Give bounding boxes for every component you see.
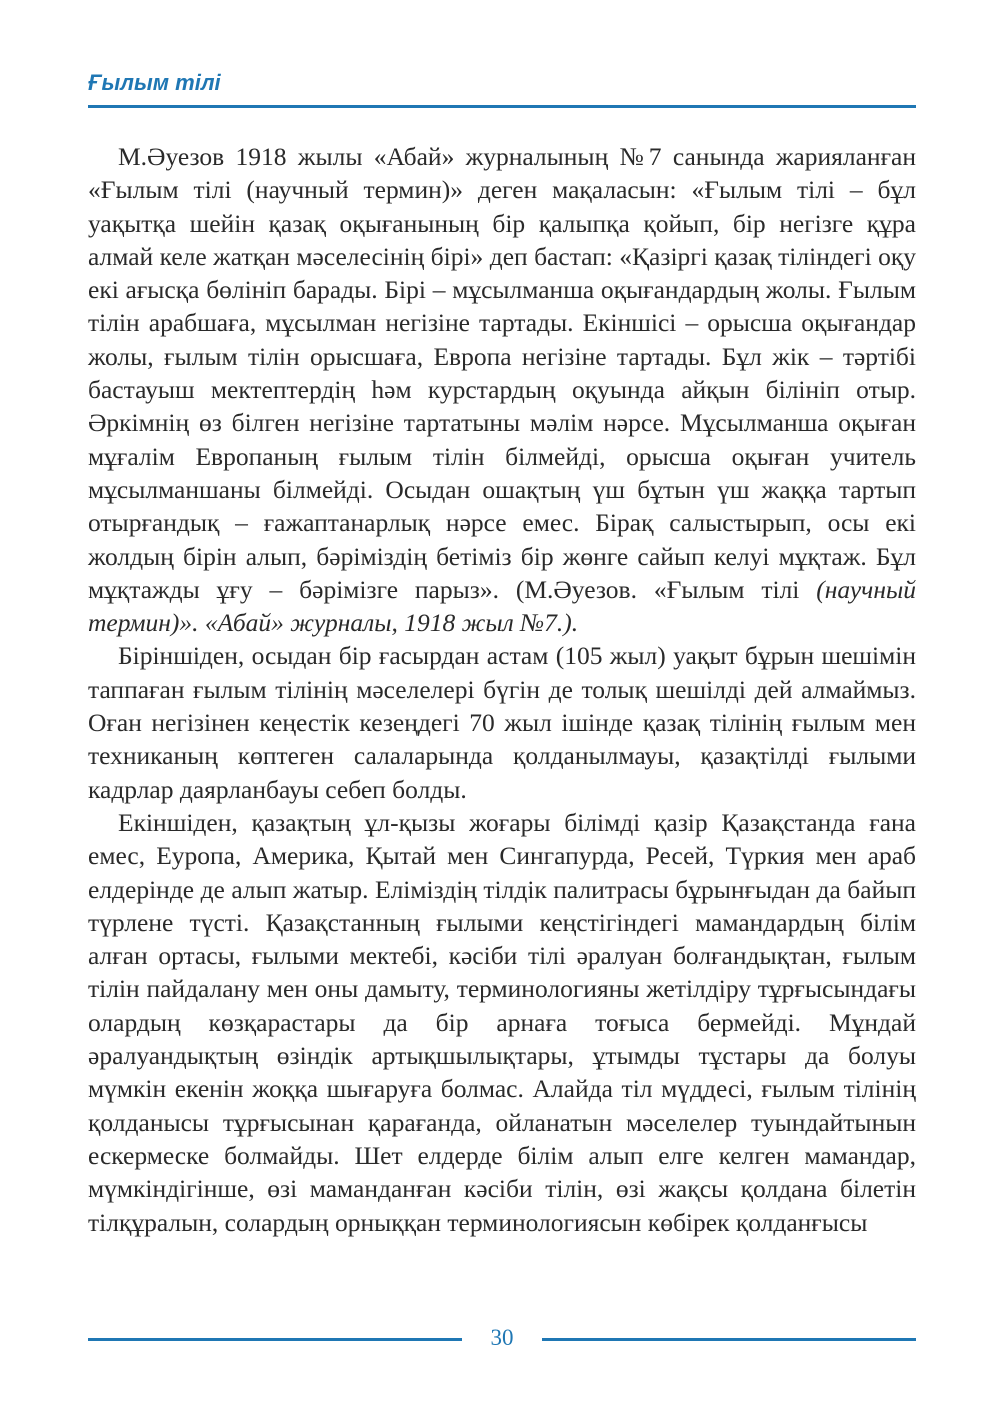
- header-rule: [88, 105, 916, 108]
- paragraph-3: Екіншіден, қазақтың ұл-қызы жоғары білімді қазір Қазақстанда ғана емес, Еуропа, Америка, Қытай мен Сингапурда, Ресей, Түркия мен араб елдерінде де алып жатыр. Еліміздің тілдік палитрасы бұрынғыдан да байып түрлене түсті. Қазақстанның ғылыми кеңстігіндегі мамандардың білім алған ортасы, ғылыми мектебі, кәсіби тілі әралуан болғандықтан, ғылым тілін пайдалану мен оны дамыту, терминологияны жетілдіру тұрғысындағы олардың көзқарастары да бір арнаға тоғыса бермейді. Мұндай әралуандықтың өзіндік артықшылықтары, ұтымды тұстары да болуы мүмкін екенін жоққа шығаруға болмас. Алайда тіл мүддесі, ғылым тілінің қолданысы тұрғысынан қарағанда, ойланатын мәселелер туындайтынын ескермеске болмайды. Шет елдерде білім алып елге келген мамандар, мүмкіндігінше, өзі маманданған кәсіби тілін, өзі жақсы қолдана білетін тілқұралын, солардың орныққан терминологиясын көбірек қолданғысы: [88, 807, 916, 1237]
- body-text: [88, 140, 916, 1239]
- citation-italic: (научный термин)». «Абай» журналы, 1918 жыл №7.).: [88, 574, 916, 638]
- page-number: 30: [490, 1325, 514, 1350]
- paragraph-1-text: М.Әуезов 1918 жылы «Абай» журналының №7 санында жарияланған «Ғылым тілі (научный термин)» деген мақаласын: «Ғылым тілі – бұл уақытқа шейін қазақ оқығанының бір қалыпқа қойып, бір негізге құра алмай келе жатқан мәселесінің бірі» деп бастап: «Қазіргі қазақ тіліндегі оқу екі ағысқа бөлініп барады. Бірі – мұсылманша оқығандардың жолы. Ғылым тілін арабшаға, мұсылман негізіне тартады. Екіншісі – орысша оқығандар жолы, ғылым тілін орысшаға, Европа негізіне тартады. Бұл жік – тәртібі бастауыш мектептердің һәм курстардың оқуында айқын білініп отыр. Әркімнің өз білген негізіне тартатыны мәлім нәрсе. Мұсылманша оқыған мұғалім Европаның ғылым тілін білмейді, орысша оқыған учитель мұсылманшаны білмейді. Осыдан ошақтың үш бұтын үш жаққа тартып отырғандық – ғажаптанарлық нәрсе емес. Бірақ салыстырып, осы екі жолдың бірін алып, бәріміздің бетіміз бір жөнге сайып келуі мұқтаж. Бұл мұқтажды ұғу – бәрімізге парыз». (М.Әуезов. «Ғылым тілі: [88, 142, 916, 604]
- paragraph-1: [88, 140, 916, 639]
- footer-rule-right: [542, 1338, 916, 1341]
- running-title: Ғылым тілі: [88, 70, 221, 95]
- paragraph-2: Біріншіден, осыдан бір ғасырдан астам (105 жыл) уақыт бұрын шешімін таппаған ғылым тілінің мәселелері бүгін де толық шешілді дей алмаймыз. Оған негізінен кеңестік кезеңдегі 70 жыл ішінде қазақ тілінің ғылым мен техниканың көптеген салаларында қолданылмауы, қазақтілді ғылыми кадрлар даярланбауы себеп болды.: [88, 641, 916, 804]
- footer-rule-left: [88, 1338, 462, 1341]
